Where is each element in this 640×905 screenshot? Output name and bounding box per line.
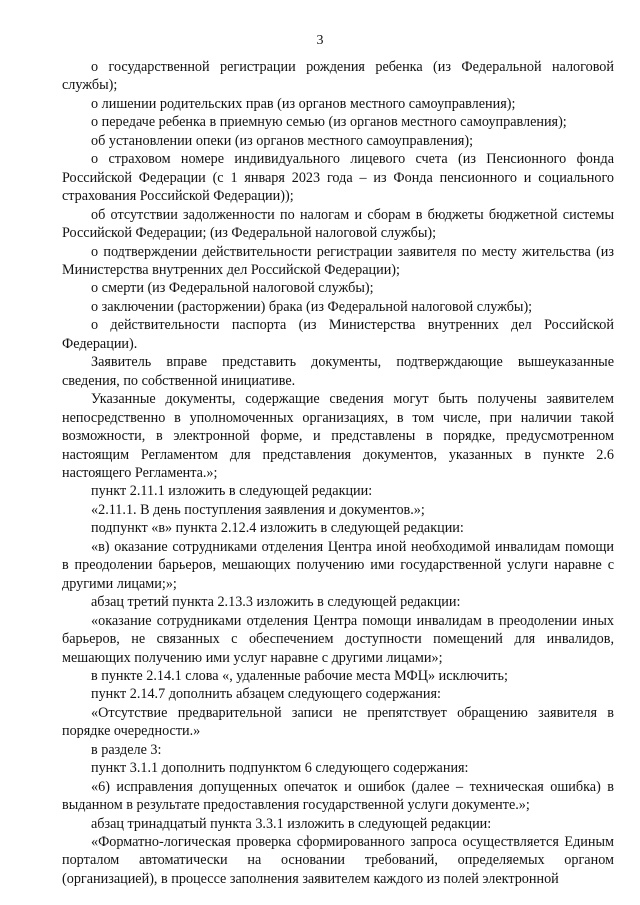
paragraph-2-14-1: в пункте 2.14.1 слова «, удаленные рабочие места МФЦ» исключить; <box>91 667 508 684</box>
paragraph-2-12-4-text: «в) оказание сотрудниками отделения Центра иной необходимой инвалидам помощи в преодолении барьеров, мешающих получению ими государственной услуги наравне с другими лицами;»; <box>62 538 614 592</box>
paragraph-3-1-1-text: «6) исправления допущенных опечаток и ошибок (далее – техническая ошибка) в выданном в результате предоставления государственной услуги документе.»; <box>62 778 614 814</box>
paragraph-2-14-7-intro: пункт 2.14.7 дополнить абзацем следующего содержания: <box>91 686 441 703</box>
paragraph-2-13-3-text: «оказание сотрудниками отделения Центра помощи инвалидам в преодолении иных барьеров, не связанных с обеспечением доступности помещений для инвалидов, мешающих получению ими услуг наравне с другими лицами»; <box>62 612 614 666</box>
paragraph-3-3-1-text: «Форматно-логическая проверка сформированного запроса осуществляется Единым порталом автоматически на основании требований, определяемых органом (организацией), в процессе заполнения заявителем каждого из полей электронной <box>62 834 614 887</box>
paragraph-2-11-1-text: «2.11.1. В день поступления заявления и документов.»; <box>91 501 425 518</box>
document-body <box>62 58 614 888</box>
paragraph-2-11-1-intro: пункт 2.11.1 изложить в следующей редакции: <box>91 483 373 500</box>
paragraph-passport: о действительности паспорта (из Министерства внутренних дел Российской Федерации). <box>62 317 614 352</box>
paragraph-guardianship: об установлении опеки (из органов местного самоуправления); <box>91 132 474 149</box>
paragraph-birth-registration: о государственной регистрации рождения ребенка (из Федеральной налоговой службы); <box>62 59 614 94</box>
paragraph-2-14-7-text: «Отсутствие предварительной записи не препятствует обращению заявителя в порядке очередности.» <box>62 704 614 740</box>
paragraph-insurance-number: о страховом номере индивидуального лицевого счета (из Пенсионного фонда Российской Федерации (с 1 января 2023 года – из Фонда пенсионного и социального страхования Российской Федерации)); <box>62 151 614 205</box>
paragraph-marriage: о заключении (расторжении) брака (из Федеральной налоговой службы); <box>91 298 533 315</box>
paragraph-3-3-1-intro: абзац тринадцатый пункта 3.3.1 изложить в следующей редакции: <box>91 815 492 832</box>
paragraph-applicant-right: Заявитель вправе представить документы, подтверждающие вышеуказанные сведения, по собственной инициативе. <box>62 354 614 389</box>
paragraph-death: о смерти (из Федеральной налоговой службы); <box>91 280 374 297</box>
paragraph-2-12-4-intro: подпункт «в» пункта 2.12.4 изложить в следующей редакции: <box>91 520 464 537</box>
paragraph-documents-obtained: Указанные документы, содержащие сведения могут быть получены заявителем непосредственно в уполномоченных организациях, в том числе, при наличии такой возможности, в электронной форме, и представлены в порядке, предусмотренном настоящим Регламентом для представления документов, указанных в пункте 2.6 настоящего Регламента.»; <box>62 391 614 481</box>
paragraph-tax-debt: об отсутствии задолженности по налогам и сборам в бюджеты бюджетной системы Российской Федерации; (из Федеральной налоговой службы); <box>62 206 614 242</box>
paragraph-foster-family: о передаче ребенка в приемную семью (из органов местного самоуправления); <box>91 114 567 131</box>
paragraph-2-13-3-intro: абзац третий пункта 2.13.3 изложить в следующей редакции: <box>91 594 461 611</box>
paragraph-parental-rights: о лишении родительских прав (из органов местного самоуправления); <box>91 95 516 112</box>
paragraph-section-3: в разделе 3: <box>91 741 162 758</box>
paragraph-residence-registration: о подтверждении действительности регистрации заявителя по месту жительства (из Министерства внутренних дел Российской Федерации); <box>62 243 614 278</box>
page-number: 3 <box>316 33 324 48</box>
paragraph-3-1-1-intro: пункт 3.1.1 дополнить подпунктом 6 следующего содержания: <box>91 760 469 777</box>
